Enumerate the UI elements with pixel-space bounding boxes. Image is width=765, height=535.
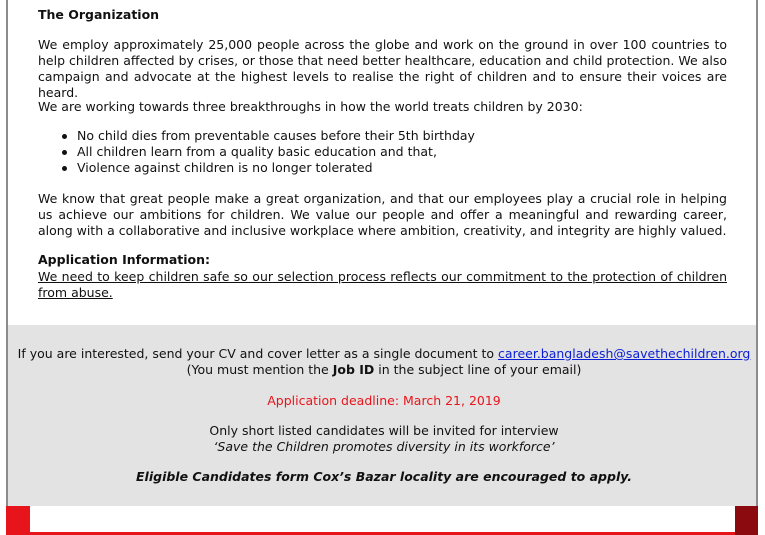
organization-paragraph-1: We employ approximately 25,000 people across the globe and work on the ground in over 100 countries to help children affected by crises, or those that need better healthcare, education and child protection. We also campaign and advocate at the highest levels to realise the right of children and to ensure their voices are heard.	[38, 37, 727, 100]
organization-paragraph-2: We are working towards three breakthroughs in how the world treats children by 2030:	[38, 99, 583, 114]
job-id-note-suffix: in the subject line of your email)	[374, 362, 582, 377]
list-item: All children learn from a quality basic education and that,	[60, 144, 475, 160]
job-id-note	[8, 362, 760, 378]
footer-red-block-left	[6, 506, 30, 535]
apply-panel	[6, 325, 758, 506]
left-border	[6, 0, 8, 325]
job-id-note-prefix: (You must mention the	[186, 362, 333, 377]
organization-paragraph-3: We know that great people make a great organization, and that our employees play a crucial role in helping us achieve our ambitions for children. We value our people and offer a meaningful and rewarding career, along with a collaborative and inclusive workplace where ambition, creativity, and integrity are highly valued.	[38, 191, 727, 238]
apply-instructions-text: If you are interested, send your CV and cover letter as a single document to	[17, 346, 499, 361]
right-border	[756, 0, 758, 325]
job-id-label: Job ID	[332, 362, 375, 377]
apply-instructions	[8, 346, 760, 362]
breakthroughs-list	[60, 128, 475, 176]
application-text: We need to keep children safe so our selection process reflects our commitment to the protection of children from abuse.	[38, 269, 727, 300]
application-title: Application Information:	[38, 252, 211, 267]
application-deadline: Application deadline: March 21, 2019	[267, 393, 501, 408]
diversity-statement: ‘Save the Children promotes diversity in its workforce’	[213, 439, 555, 454]
footer-red-block-right	[735, 506, 758, 535]
list-item: Violence against children is no longer tolerated	[60, 160, 475, 176]
section-title: The Organization	[38, 7, 160, 22]
shortlist-note: Only short listed candidates will be invited for interview	[209, 423, 559, 438]
eligibility-note: Eligible Candidates form Cox’s Bazar locality are encouraged to apply.	[136, 469, 632, 484]
list-item: No child dies from preventable causes before their 5th birthday	[60, 128, 475, 144]
email-link[interactable]: career.bangladesh@savethechildren.org	[498, 346, 751, 361]
